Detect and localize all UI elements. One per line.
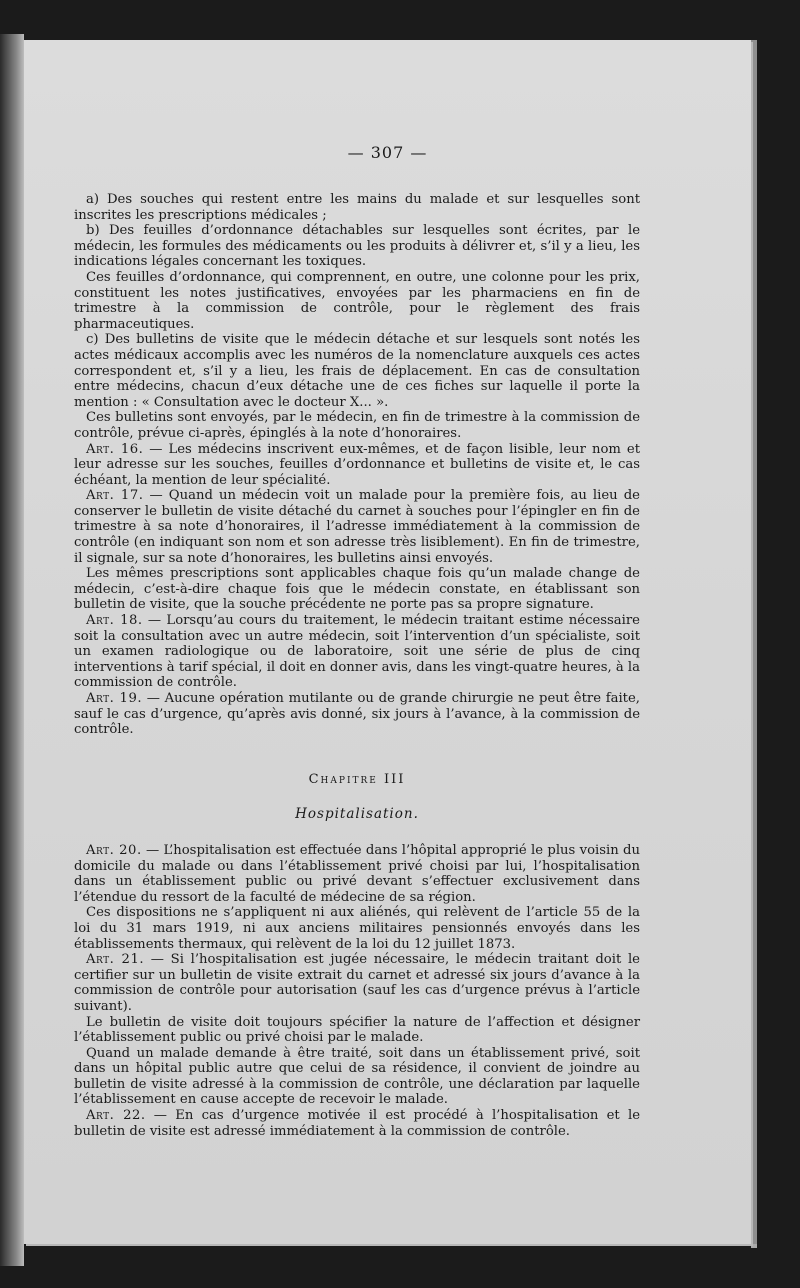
article-label: Art. 16. xyxy=(86,441,144,457)
article-text: — Aucune opération mutilante ou de grande chirurgie ne peut être faite, sauf le cas d’urgence, qu’après avis donné, six jours à l’avance, à la commission de contrôle. xyxy=(74,691,640,738)
article-text: — Les médecins inscrivent eux-mêmes, et de façon lisible, leur nom et leur adresse sur les souches, feuilles d’ordonnance et bulletins de visite et, le cas échéant, la mention de leur spécialité. xyxy=(74,441,640,488)
paragraph-b: b) Des feuilles d’ordonnance détachables sur lesquelles sont écrites, par le médecin, les formules des médicaments ou les produits à délivrer et, s’il y a lieu, les indications légales concernant les toxiques. xyxy=(74,223,640,270)
article-21-paragraph-2: Le bulletin de visite doit toujours spécifier la nature de l’affection et désigner l’établissement public ou privé choisi par le malade. xyxy=(74,1014,640,1046)
article-text: — Si l’hospitalisation est jugée nécessaire, le médecin traitant doit le certifier sur un bulletin de visite extrait du carnet et adressé six jours d’avance à la commission de contrôle pour autorisation (sauf les cas d’urgence prévus à l’article suivant). xyxy=(74,952,640,1014)
article-label: Art. 17. xyxy=(86,488,144,504)
page-body xyxy=(74,192,640,1139)
document-page xyxy=(24,40,751,1244)
article-17-paragraph-2: Les mêmes prescriptions sont applicables chaque fois qu’un malade change de médecin, c’est-à-dire chaque fois que le médecin constate, en établissant son bulletin de visite, que la souche précédente ne porte pas sa propre signature. xyxy=(74,566,640,613)
article-label: Art. 21. xyxy=(86,952,145,968)
article-label: Art. 22. xyxy=(86,1108,146,1124)
article-text: — Quand un médecin voit un malade pour la première fois, au lieu de conserver le bulletin de visite détaché du carnet à souches pour l’épingler en fin de trimestre à sa note d’honoraires, il l’adresse immédiatement à la commission de contrôle (en indiquant son nom et son adresse très lisiblement). En fin de trimestre, il signale, sur sa note d’honoraires, les bulletins ainsi envoyés. xyxy=(74,488,640,566)
paragraph-order-sheets: Ces feuilles d’ordonnance, qui comprennent, en outre, une colonne pour les prix, constituent les notes justificatives, envoyées par les pharmaciens en fin de trimestre à la commission de contrôle, pour le règlement des frais pharmaceutiques. xyxy=(74,269,640,332)
article-label: Art. 19. xyxy=(86,691,143,706)
article-20 xyxy=(74,843,640,905)
paragraph-bulletins: Ces bulletins sont envoyés, par le médecin, en fin de trimestre à la commission de contrôle, prévue ci-après, épinglés à la note d’honoraires. xyxy=(74,410,640,441)
article-22 xyxy=(74,1108,640,1139)
chapter-title: Hospitalisation. xyxy=(295,806,419,823)
article-16 xyxy=(74,442,640,489)
article-text: — Lorsqu’au cours du traitement, le médecin traitant estime nécessaire soit la consultation avec un autre médecin, soit l’intervention d’un spécialiste, soit un examen radiologique ou de laboratoire, soit une série de plus de cinq interventions à tarif spécial, il doit en donner avis, dans les vingt-quatre heures, à la commission de contrôle. xyxy=(74,613,640,691)
article-text: — L’hospitalisation est effectuée dans l’hôpital approprié le plus voisin du domicile du malade ou dans l’établissement privé choisi par lui, l’hospitalisation dans un établissement public ou privé devant s’effectuer exclusivement dans l’étendue du ressort de la faculté de médecine de sa région. xyxy=(74,842,640,905)
previous-page-edge xyxy=(0,34,24,1266)
article-20-paragraph-2: Ces dispositions ne s’appliquent ni aux aliénés, qui relèvent de l’article 55 de la loi du 31 mars 1919, ni aux anciens militaires pensionnés envoyés dans les établissements thermaux, qui relèvent de la loi du 12 juillet 1873. xyxy=(74,905,640,952)
page-stack-edge xyxy=(751,48,757,1248)
article-21 xyxy=(74,952,640,1014)
page-number: — 307 — xyxy=(347,143,428,162)
article-label: Art. 18. xyxy=(86,613,143,629)
article-label: Art. 20. xyxy=(86,842,142,858)
chapter-heading: Chapitre III xyxy=(308,771,406,787)
paragraph-a: a) Des souches qui restent entre les mains du malade et sur lesquelles sont inscrites les prescriptions médicales ; xyxy=(74,192,640,223)
article-17 xyxy=(74,488,640,566)
article-21-paragraph-3: Quand un malade demande à être traité, soit dans un établissement privé, soit dans un hôpital public autre que celui de sa résidence, il convient de joindre au bulletin de visite adressé à la commission de contrôle, une déclaration par laquelle l’établissement en cause accepte de recevoir le malade. xyxy=(74,1045,640,1108)
article-19 xyxy=(74,691,640,738)
article-text: — En cas d’urgence motivée il est procédé à l’hospitalisation et le bulletin de visite est adressé immédiatement à la commission de contrôle. xyxy=(74,1108,640,1139)
paragraph-c: c) Des bulletins de visite que le médecin détache et sur lesquels sont notés les actes médicaux accomplis avec les numéros de la nomenclature auxquels ces actes correspondent et, s’il y a lieu, les frais de déplacement. En cas de consultation entre médecins, chacun d’eux détache une de ces fiches sur laquelle il porte la mention : « Consultation avec le docteur X... ». xyxy=(74,332,640,410)
article-18 xyxy=(74,613,640,691)
